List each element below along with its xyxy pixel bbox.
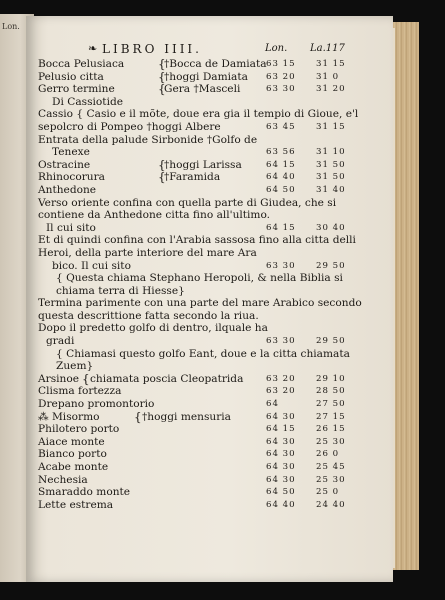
place-name: Rhinocorura <box>38 171 105 184</box>
latitude: 24 40 <box>316 499 346 510</box>
longitude: 64 30 <box>266 474 296 485</box>
place-name: Aiace monte <box>38 435 105 448</box>
place-name: Arsinoe <box>38 372 80 385</box>
brace: { <box>158 57 166 71</box>
table-row <box>38 486 368 499</box>
latitude: 29 50 <box>316 260 346 271</box>
paragraph-text: Dopo il predetto golfo di dentro, ilquale ha <box>38 322 268 335</box>
brace: { <box>82 371 90 386</box>
table-row <box>38 146 368 159</box>
paragraph <box>38 297 368 322</box>
place-name: Philotero porto <box>38 423 120 436</box>
longitude: 63 20 <box>266 373 296 384</box>
longitude: 63 30 <box>266 336 296 347</box>
place-name: ⁂ Misormo <box>38 410 100 423</box>
longitude: 64 50 <box>266 184 296 195</box>
left-margin-label: Lon. <box>2 22 20 31</box>
longitude: 64 50 <box>266 487 296 498</box>
latitude: 28 50 <box>316 386 346 397</box>
note <box>38 348 368 373</box>
latitude: 25 45 <box>316 462 346 472</box>
table-row <box>38 423 368 436</box>
latitude: 30 40 <box>316 222 346 233</box>
table-row <box>38 373 368 386</box>
brace: { <box>158 170 166 185</box>
longitude: 64 15 <box>266 159 296 170</box>
paragraph <box>38 197 368 222</box>
longitude: 64 30 <box>266 449 296 460</box>
longitude: 64 30 <box>266 462 296 472</box>
note-text: { Questa chiama Stephano Heropoli, & nella Biblia si chiama terra di Hiesse} <box>56 272 343 297</box>
latitude: 31 15 <box>316 59 346 69</box>
place-name: Anthedone <box>38 183 97 196</box>
table-row <box>38 260 368 273</box>
paragraph-text: Tenexe <box>52 146 90 159</box>
table-row <box>38 474 368 487</box>
longitude: 64 15 <box>266 424 296 435</box>
place-name: Acabe monte <box>38 461 109 473</box>
table-row <box>38 58 368 71</box>
place-name: Smaraddo monte <box>38 486 131 499</box>
longitude: 63 30 <box>266 260 296 271</box>
book-fore-edge <box>393 22 419 570</box>
table-row <box>38 499 368 512</box>
paragraph-text: gradi <box>46 335 75 348</box>
table-row <box>38 436 368 449</box>
longitude: 63 15 <box>266 59 296 69</box>
table-row <box>38 461 368 474</box>
longitude: 63 45 <box>266 121 296 132</box>
latitude: 26 15 <box>316 424 346 435</box>
paragraph-text: Il cui sito <box>46 221 96 234</box>
table-row <box>38 171 368 184</box>
longitude: 64 15 <box>266 222 296 233</box>
paragraph-text: Et di quindi confina con l'Arabia sassosa fino alla citta delli Heroi, della parte interiore del mare Ara <box>38 234 356 259</box>
table-row <box>38 184 368 197</box>
page-body <box>38 58 368 511</box>
subheading: Di Cassiotide <box>52 95 124 108</box>
place-name: Nechesia <box>38 473 88 486</box>
longitude: 64 <box>266 399 279 410</box>
latitude: 25 30 <box>316 474 346 485</box>
place-name: Bianco porto <box>38 448 107 461</box>
longitude: 64 40 <box>266 172 296 183</box>
modern-name: †hoggi Damiata <box>164 70 248 83</box>
table-row <box>38 134 368 147</box>
latitude: 31 10 <box>316 147 346 158</box>
table-row <box>38 71 368 84</box>
latitude: 31 50 <box>316 172 346 183</box>
brace: { <box>134 409 142 424</box>
paragraph-text: Entrata della palude Sirbonide †Golfo de <box>38 133 258 146</box>
paragraph-text: Termina parimente con una parte del mare Arabico secondo questa descrittione fatta secondo la riua. <box>38 297 362 322</box>
longitude: 64 30 <box>266 436 296 447</box>
table-row <box>38 322 368 335</box>
table-row <box>38 335 368 348</box>
paragraph-text: Cassio { Casio e il mõte, doue era gia il tempio di Gioue, e'l sepolcro di Pompeo †hoggi Albere <box>38 108 359 133</box>
modern-name: †Faramida <box>164 171 221 184</box>
brace: { <box>158 82 166 97</box>
place-name: Clisma fortezza <box>38 385 122 398</box>
table-row <box>38 385 368 398</box>
latitude: 31 20 <box>316 84 346 95</box>
latitude: 29 10 <box>316 373 346 384</box>
modern-name: †hoggi Larissa <box>164 158 242 171</box>
table-row <box>38 398 368 411</box>
longitude: 63 30 <box>266 84 296 95</box>
place-name: Gerro termine <box>38 83 115 96</box>
latitude: 31 40 <box>316 184 346 195</box>
paragraph-text: bico. Il cui sito <box>52 259 131 272</box>
longitude: 63 20 <box>266 71 296 82</box>
modern-name: chiamata poscia Cleopatrida <box>90 372 244 385</box>
place-name: Ostracine <box>38 158 91 171</box>
brace: { <box>158 69 166 84</box>
fleuron-icon: ❧ <box>88 42 98 55</box>
paragraph-text: Verso oriente confina con quella parte di Giudea, che si contiene da Anthedone citta fino all'ultimo. <box>38 196 337 222</box>
latitude: 27 50 <box>316 399 346 410</box>
longitude: 63 56 <box>266 147 296 158</box>
running-title: LIBRO IIII. <box>102 42 202 56</box>
modern-name: †hoggi mensuria <box>142 410 231 423</box>
table-row <box>38 83 368 96</box>
place-name: Bocca Pelusiaca <box>38 58 125 70</box>
modern-name: †Bocca de Damiata <box>164 58 267 70</box>
modern-name: Gera †Masceli <box>164 83 241 96</box>
table-row <box>38 448 368 461</box>
subheading-row <box>38 96 368 109</box>
longitude: 64 40 <box>266 499 296 510</box>
longitude: 63 20 <box>266 386 296 397</box>
brace: { <box>158 157 166 172</box>
table-row <box>38 411 368 424</box>
place-name: Drepano promontorio <box>38 398 155 411</box>
column-heading-lon: Lon. <box>265 43 288 54</box>
paragraph <box>38 234 368 259</box>
latitude: 27 15 <box>316 411 346 422</box>
longitude: 64 30 <box>266 411 296 422</box>
place-name: Pelusio citta <box>38 70 104 83</box>
place-name: Lette estrema <box>38 498 114 511</box>
note <box>38 272 368 297</box>
latitude: 29 50 <box>316 336 346 347</box>
latitude: 25 0 <box>316 487 340 498</box>
column-heading-lat: La.117 <box>310 43 345 54</box>
note-text: { Chiamasi questo golfo Eant, doue e la citta chiamata Zuem} <box>56 347 350 373</box>
page-header <box>88 42 388 58</box>
latitude: 25 30 <box>316 436 346 447</box>
latitude: 31 50 <box>316 159 346 170</box>
latitude: 31 15 <box>316 121 346 132</box>
table-row <box>38 159 368 172</box>
latitude: 26 0 <box>316 449 340 460</box>
table-row <box>38 222 368 235</box>
latitude: 31 0 <box>316 71 340 82</box>
